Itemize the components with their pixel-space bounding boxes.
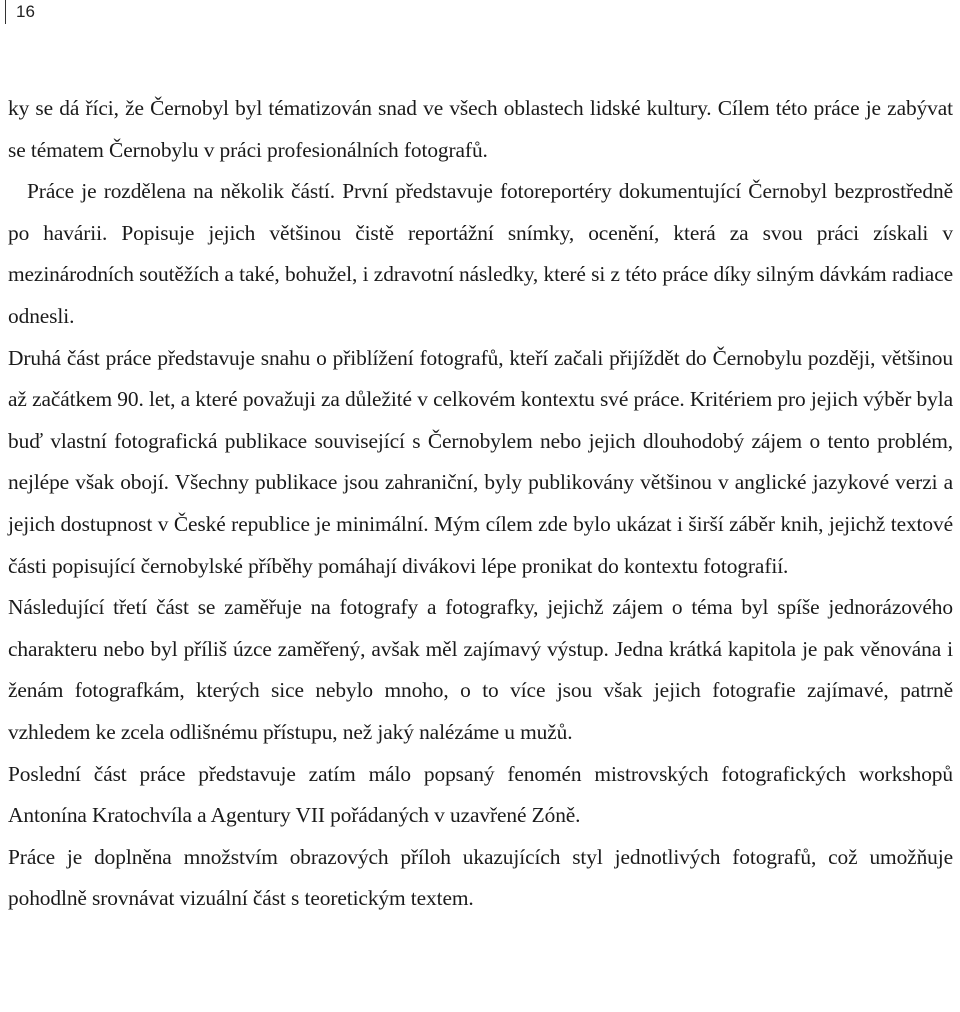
paragraph-appendix-note: Práce je doplněna množstvím obrazových příloh ukazujících styl jednotlivých fotografů, což umožňuje pohodlně srovnávat vizuální část s teoretickým textem. [8,844,953,911]
body-text [8,88,953,920]
paragraph-intro-continued: ky se dá říci, že Černobyl byl tématizován snad ve všech oblastech lidské kultury. Cílem této práce je zabývat se tématem Černobylu v práci profesionálních fotografů. [8,96,953,162]
page-number: 16 [5,0,35,24]
paragraph-structure-part-one: Práce je rozdělena na několik částí. První představuje fotoreportéry dokumentující Černobyl bezprostředně po havárii. Popisuje jejich většinou čistě reportážní snímky, ocenění, která za svou práci získali v mezinárodních soutěžích a také, bohužel, i zdravotní následky, které si z této práce díky silným dávkám radiace odnesli. [8,179,953,328]
paragraph-structure-part-two: Druhá část práce představuje snahu o přiblížení fotografů, kteří začali přijíždět do Černobylu později, většinou až začátkem 90. let, a které považuji za důležité v celkovém kontextu své práce. Kritériem pro jejich výběr byla buď vlastní fotografická publikace související s Černobylem nebo jejich dlouhodobý zájem o tento problém, nejlépe však obojí. Všechny publikace jsou zahraniční, byly publikovány většinou v anglické jazykové verzi a jejich dostupnost v České republice je minimální. Mým cílem zde bylo ukázat i širší záběr knih, jejichž textové části popisující černobylské příběhy pomáhají divákovi lépe pronikat do kontextu fotografií. [8,345,953,578]
paragraph-structure-part-four: Poslední část práce představuje zatím málo popsaný fenomén mistrovských fotografických workshopů Antonína Kratochvíla a Agentury VII pořádaných v uzavřené Zóně. [8,761,953,828]
paragraph-structure-part-three: Následující třetí část se zaměřuje na fotografy a fotografky, jejichž zájem o téma byl spíše jednorázového charakteru nebo byl příliš úzce zaměřený, avšak měl zajímavý výstup. Jedna krátká kapitola je pak věnována i ženám fotografkám, kterých sice nebylo mnoho, o to více jsou však jejich fotografie zajímavé, patrně vzhledem ke zcela odlišnému přístupu, než jaký nalézáme u mužů. [8,595,953,744]
